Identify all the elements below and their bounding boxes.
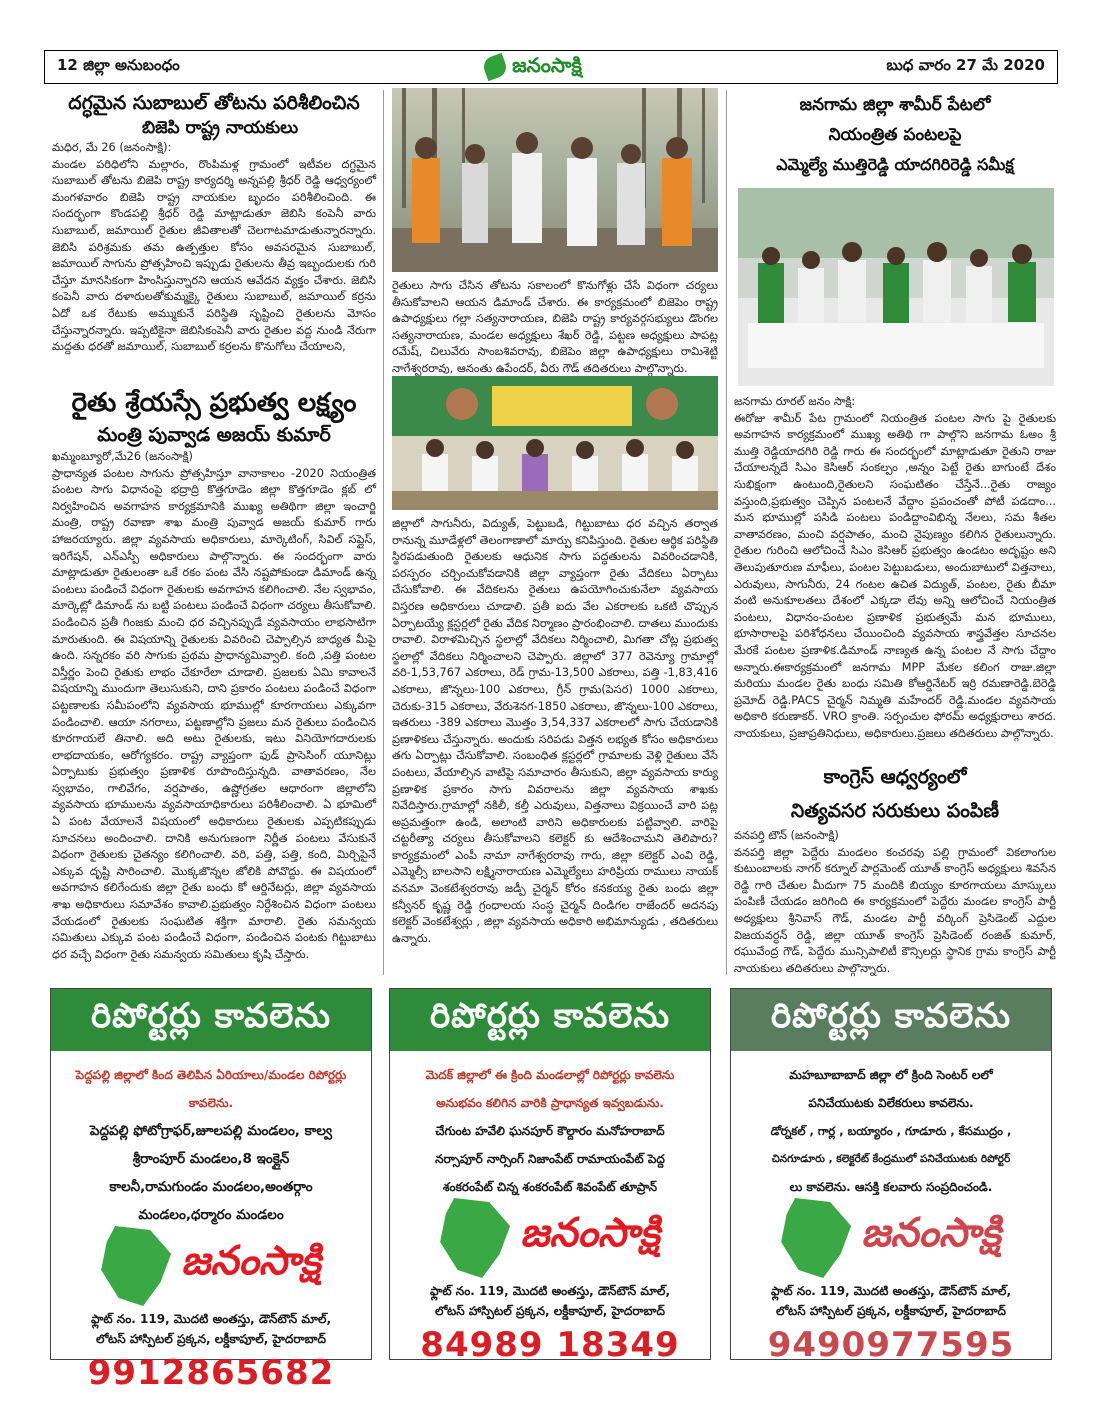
page-header bbox=[44, 50, 1058, 84]
ad-address bbox=[51, 1309, 371, 1349]
story-janagama-body bbox=[734, 394, 1056, 740]
reporters-wanted-ad-peddapalli bbox=[50, 988, 372, 1393]
ad-lines bbox=[731, 1051, 1051, 1201]
column-divider bbox=[726, 90, 727, 975]
photo-illustration bbox=[738, 188, 1054, 386]
headline: రైతు శ్రేయస్సే ప్రభుత్వ లక్ష్యం bbox=[71, 388, 357, 418]
article-body: వనపర్తి జిల్లా పెద్దేరు మండలం కంచరవు పల్లి గ్రామంలో వికలాంగుల కుటుంబాలకు నాగర్ కర్నూల్ పార్లమెంట్ యూత్ కాంగ్రెస్ అధ్యక్షులు శివసేన రెడ్డి గారి చేతుల మీదుగా 75 మందికి బియ్యం కూరగాయలు మాస్కులు పంపిణీ చేయడం జరిగింది ఈ కార్యక్రమంలో పెద్దేరు మండల కాంగ్రెస్ పార్టీ అధ్యక్షులు శ్రీనివాస్ గౌడ్, మండల పార్టీ వర్కింగ్ ప్రెసిడెంట్ ఎద్దుల విజయవర్ధన్ రెడ్డి, జిల్లా యూత్ కాంగ్రెస్ ప్రెసిడెంట్ రంజిత్ కుమార్, రఘువేంద్ర గౌడ్, పెద్దేరు మున్సిపాలిటీ కౌన్సిలర్లు స్థానిక గ్రామ కాంగ్రెస్ పార్టీ నాయకులు తదితరులు పాల్గొన్నారు. bbox=[734, 845, 1056, 975]
column-divider bbox=[383, 90, 384, 975]
telangana-map-icon bbox=[101, 1226, 171, 1306]
headline-line3: ఎమ్మెల్యే ముత్తిరెడ్డి యాదగిరిరెడ్డి సమీక్ష bbox=[776, 155, 1014, 174]
story-subabul bbox=[52, 90, 376, 373]
ad-brand: జనంసాక్షి bbox=[861, 1210, 1001, 1256]
headline: జనగామ జిల్లా శామీర్ పేటలో bbox=[799, 95, 991, 115]
photo-illustration bbox=[392, 376, 718, 510]
article-body: ఈరోజు శామీర్ పేట గ్రామంలో నియంత్రిత పంటల సాగు పై రైతులకు అవగాహన కార్యక్రమంలో ముఖ్య అతిథి గా పాల్గొని జనగామ ఓఅం శ్రీ ముత్తి రెడ్డియాదగిరి రెడ్డి గారు ఈ సందర్భంలో మాట్లాడుతూ రైతుని రాజు చేయాలన్నదే సిఎం కెసిఆర్ సంకల్పం ,అన్నం పెట్టే రైతు బాగుంటే దేశం సుభిక్షంగా ఉంటుంది,రైతులని సంఘటితం చేస్తేనే...రైతు రాజ్యం వస్తుంది,ప్రభుత్వం చెప్పిన పంటలనే వేద్దాం ప్రపంచంతో పోటీ పడదాం... మన భూముల్లో పసిడి పంటలు పండిద్దాంవిభిన్న నేలలు, సమ శీతల వాతావరణం, మంచి వర్షపాతం, మంచి నైపుణ్యం కలిగిన రైతులున్నారు. రైతుల గురించి ఆలోచించే సిఎం కెసిఆర్ ప్రభుత్వం ఉండటం అదృష్టం అని తెలుపుతూరుణ మాఫీలు, పంటల పెట్టుబడులు, అందుబాటులో విత్తనాలు, ఎరువులు, సాగునీరు, 24 గంటల ఉచిత విద్యుత్, పంటల, రైతు బీమా వంటి అనుకూలతలు దేశంలో ఎక్కడా లేవు అన్ని ఆలోచించే నియంత్రిత పంటలు, విధానం-పంటల ప్రణాళిక ప్రభుత్వమే మన భూములు, భూసారాలపై పరిశోధనలు చేయించింది వ్యవసాయ శాస్త్రవేత్తల సూచనల మేరకే పంటల ప్రణాళిక.డిమాండ్ నాణ్యత ఉన్న పంటల నే సాగు చేద్దాం అన్నారు.ఈకార్యక్రమంలో జనగామ MPP మేకల కలింగ రాజు.జిల్లా మరియు మండల రైతు బంధు సమితి కోఆర్డినేటర్ ఇర్రి రమణారెడ్డి.బెరెడ్డి ప్రమోద్ రెడ్డి.PACS చైర్మన్ నిమ్మతి మహేందర్ రెడ్డి.మండల వ్యవసాయ అధికారి కరుణాకర్. VRO క్రాంతి. సర్పంచుల ఫోరమ్ అధ్యక్షురాలు శారద. నాయకులు, ప్రజాప్రతినిధులు, అధికారులు.ప్రజలు తదితరులు పాల్గొన్నారు. bbox=[734, 411, 1056, 740]
article-body: జిల్లాలో సాగునీరు, విద్యుత్, పెట్టుబడి, గిట్టుబాటు ధర వచ్చిన తర్వాత రానున్న మూడేళ్లలో తెలంగాణాలో మార్పు కనిపిస్తుంది. రైతుల ఆర్థిక పరిస్థితి స్థిరపడుతుంది రైతులకు ఆధునిక సాగు పద్ధతులను వివరించడానికి, పరస్పరం చర్చించుకోవడానికి జిల్లా వ్యాప్తంగా రైతు వేదికలు ఏర్పాటు చేసుకోవాలి. ఈ వేదికలను రైతులు ఉపయోగించుకునేలా వ్యవసాయ విస్తరణ అధికారులు చూడాలి. ప్రతీ ఐదు వేల ఎకరాలకు ఒకటి చొప్పున ఏర్పాటయ్యే క్లస్టర్లలో రైతు వేదిక నిర్మాణం ప్రారంభించాలి. దాతలు ముందుకు రావాలి. విరాళమిచ్చిన స్థలాల్లో వేదికలు నిర్మించాలి, మిగతా చోట్ల ప్రభుత్వ స్థలాల్లో వేదికలు నిర్మించాలని చెప్పారు. జిల్లాలో 377 రెవెన్యూ గ్రామాల్లో వరి-1,53,767 ఎకరాలు, రెడ్ గ్రామ-13,500 ఎకరాలు, పత్తి -1,83,416 ఎకరాలు, జొన్నలు-100 ఎకరాలు, గ్రీన్ గ్రామ(పెసర) 1000 ఎకరాలు, చెరుకు-315 ఎకరాలు, వేరుశెనగ-1850 ఎకరాలు, జొన్నలు-100 ఎకరాలు, ఇతరులు -389 ఎకరాలు మొత్తం 3,54,337 ఎకరాలలో సాగు చేయడానికి ప్రణాళికలు చేస్తున్నారు. అందుకు సరిపడు విత్తన లభ్యత కోసం అధికారులు తగు ఏర్పాట్లు చేసుకోవాలి. సంబంధిత క్లస్టర్లలో గ్రామాలకు వెళ్లి రైతులు వేసే పంటలు, వేయాల్సిన వాటిపై సమాచారం తీసుకుని, జిల్లా వ్యవసాయ కార్యు ప్రణాళిక ప్రకారం సాగు వివరాలను జిల్లా వ్యవసాయ శాఖకు నివేదిస్తారు.గ్రామాల్లో నకిలీ, కల్తీ ఎరువులు, విత్తనాలు విక్రయించే వారి పట్ల అప్రమత్తంగా ఉండి, అలాంటి వారిని అధికారులకు పట్టివ్వాలి. వారిపై చట్టరీత్యా చర్యలు తీసుకోవాలని కలెక్టర్ కు ఆదేశించామని తెలిపారు? కార్యక్రమంలో ఎంపీ నామా నాగేశ్వరరావు గారు, జిల్లా కలెక్టర్ ఎంవి రెడ్డి, ఎమ్మెల్సీ బాలసాని లక్ష్మినారాయణ ఎమ్మెల్యేలు హరిప్రియ రాములు నాయక్ వనమా వెంకటేశ్వరరావు జడ్పీ చైర్మన్ కోరం కనకయ్య రైతు బంధు జిల్లా కన్వీనర్ కృష్ణ రెడ్డి గ్రంధాలయ సంస్థ చైర్మన్ దిండిగల రాజేందర్ అదనపు కలెక్టర్ వెంకటేశ్వర్లు , జిల్లా వ్యవసాయ అధికారి అభిమాన్యుడు , తదితరులు ఉన్నారు. bbox=[392, 517, 718, 945]
reporters-wanted-ad-medak bbox=[389, 988, 711, 1365]
ad-brand: జనంసాక్షి bbox=[520, 1210, 660, 1256]
ad-lines bbox=[390, 1051, 710, 1201]
ad-line: చినగూడూరు , కలెక్టరేట్ కేంద్రములో పనిచేయుటకు రిపోర్టర్ bbox=[771, 1153, 1011, 1165]
dateline: జనగామ రూరల్ జనం సాక్షి: bbox=[734, 395, 856, 408]
dateline: మధిర, మే 26 (జనంసాక్షి): bbox=[52, 141, 172, 154]
article-body: ప్రాధాన్యత పంటల సాగును ప్రోత్సహిస్తూ వానాకాలం -2020 నియంత్రిత పంటల సాగు విధానంపై భద్రాద్రి కొత్తగూడెం జిల్లా కొత్తగూడెం క్లబ్ లో నిర్వహించిన అవగాహన కార్యక్రమానికి ముఖ్య అతిథిగా జిల్లా ఇంచార్జి మంత్రి, రాష్ట్ర రవాణా శాఖ మంత్రి పువ్వాడ అజయ్ కుమార్ గారు హాజరయ్యారు. జిల్లా వ్యవసాయ అధికారులు, మార్కెటింగ్, సివిల్ సప్లైస్, ఇరిగేషన్, ఎన్ఎస్పీ అధికారులు పాల్గొన్నారు. ఈ సందర్భంగా వారు మాట్లాడుతూ రైతులంతా ఒకే రకం పంట వేసి నష్టపోకుండా డిమాండ్ ఉన్న పంటలు పండించే విధంగా రైతులకు అవగాహన కలిగించాలి. నేల స్వభావం, మార్కెట్లో డిమాండ్ ను బట్టి పంటలు పండించే విధంగా చర్యలు తీసుకోవాలి. పండించిన ప్రతీ గింజకు మంచి ధర వచ్చినప్పుడే వ్యవసాయం లాభసాటిగా మారుతుంది. ఈ విషయాన్ని రైతులకు వివరించి చెప్పాల్సిన బాధ్యత మీపై ఉంది. సన్నరకం వరి సాగుకు ప్రథమ ప్రాధాన్యమివ్వాలి. కంది ,పత్తి పంటల విస్తీర్ణం పెంచి రైతుకు లాభం చేకూరేలా చూడాలి. ప్రజలకు ఏమి కావాలనే విషయాన్ని ముందుగా తెలుసుకుని, దాని ప్రకారం పంటలు పండించే విధంగా పట్టణాలకు సమీపంలోని వ్యవసాయ భూముల్లో కూరగాయలు ఎక్కువగా పండించాలి. ఆయా నగరాలు, పట్టణాల్లోని ప్రజలు మన రైతులు పండించిన కూరగాయలే తినాలి. అది అటు రైతులకు, ఇటు వినియోగదారులకు లాభదాయకం, ఆరోగ్యకరం. రాష్ట్ర వ్యాప్తంగా ఫుడ్ ప్రాసెసింగ్ యూనిట్లు ఏర్పాటుకు ప్రభుత్వం ప్రణాళిక రూపొందిస్తున్నది. వాతావరణం, నేల స్వభావం, గాలివేగం, వర్షపాతం, ఉష్ణోగ్రతల ఆధారంగా జిల్లాలోని వ్యవసాయ భూములను వ్యవసాయాధికారులు పరిశీలించాలి. ఏ భూమిలో ఏ పంట వేయాలనే విషయంలో అధికారులు రైతులకు ఎప్పటికప్పుడు సూచనలు అందించాలి. దానికి అనుగుణంగా నిర్ణీత పంటలు వేసుకునే విధంగా రైతులకు చైతన్యం కలిగించాలి. వరి, పత్తి, పత్తి, కంది, మిర్చిపైనే ఎక్కువ దృష్టి సారించాలి. మొక్కజొన్నల జోలికి పోవొద్దు. ఈ విషయంలో అవగాహన కలిగేందుకు జిల్లా రైతు బంధు కో ఆర్డినేటర్లు, జిల్లా వ్యవసాయ శాఖ అధికారులు సమావేశం కావాలి.ప్రభుత్వం నిర్దేశించిన విధంగా పంటలు వేయడంలో రైతులకు సంఘటిత శక్తిగా మారాలి. రైతు సమన్వయ సమితులు ఎక్కువ పంట పండించే విధంగా, పండించిన పంటకు గిట్టుబాటు ధర వచ్చే విధంగా రైతు సమన్వయ సమితులు కృషి చేస్తారు. bbox=[52, 466, 376, 961]
story-subabul-continued bbox=[392, 278, 718, 375]
ad-line: పెద్దపల్లి జిల్లాలో కింద తెలిపిన ఏరియాలు/మండల రిపోర్టర్లు కావలెను. bbox=[75, 1068, 347, 1110]
ad-banner: రిపోర్టర్లు కావలెను bbox=[51, 989, 371, 1051]
photo-plantation-inspection bbox=[392, 88, 718, 272]
ad-address-line2: లోటస్ హాస్పిటల్ ప్రక్కన, లక్డీకాపూల్, హైదరాబాద్ bbox=[776, 1304, 1006, 1318]
ad-line: నర్సాపూర్ నార్సింగ్ నిజాంపేట్ రామాయంపేట్ పెద్ద bbox=[435, 1152, 665, 1166]
masthead-title: జనంసాక్షి bbox=[512, 52, 582, 77]
ad-address-line1: ఫ్లాట్ నం. 119, మొదటి అంతస్తు, డౌన్‌టౌన్ మాల్, bbox=[429, 1284, 671, 1298]
ad-line: మెదక్ జిల్లాలో ఈ క్రింది మండలాల్లో రిపోర్టర్లు కావలెను bbox=[425, 1068, 675, 1082]
ad-address bbox=[390, 1281, 710, 1321]
ad-line: పెద్దపల్లి ఫోటోగ్రాఫర్,జూలపల్లి మండలం, కాల్వ bbox=[89, 1123, 333, 1139]
ad-phone: 9912865682 bbox=[87, 1353, 335, 1393]
ad-address-line2: లోటస్ హాస్పిటల్ ప్రక్కన, లక్డీకాపూల్, హైదరాబాద్ bbox=[435, 1304, 665, 1318]
issue-date: బుధ వారం 27 మే 2020 bbox=[886, 56, 1045, 74]
ad-line: మహబూబాబాద్ జిల్లా లో క్రింది సెంటర్ లలో bbox=[789, 1068, 993, 1082]
headline-line2: బిజెపి రాష్ట్ర నాయకులు bbox=[142, 118, 299, 138]
ad-phone: 9490977595 bbox=[767, 1325, 1015, 1365]
photo-mla-review bbox=[738, 188, 1054, 386]
ad-logo bbox=[731, 1201, 1051, 1275]
dateline: వనపర్తి టౌన్ (జనంసాక్షి) bbox=[734, 829, 839, 842]
ad-line: చేగుంట హవేలి ఘనపూర్ కౌల్దారం మనోహరాబాద్ bbox=[435, 1124, 665, 1138]
photo-minister-meeting bbox=[392, 376, 718, 510]
ad-banner: రిపోర్టర్లు కావలెను bbox=[390, 989, 710, 1051]
telangana-map-icon bbox=[781, 1198, 851, 1278]
ad-address-line2: లోటస్ హాస్పిటల్ ప్రక్కన, లక్డీకాపూల్, హైదరాబాద్ bbox=[96, 1332, 326, 1346]
ad-line: మండలం,ధర్మారం మండలం bbox=[138, 1207, 284, 1223]
ad-brand: జనంసాక్షి bbox=[181, 1238, 321, 1284]
ad-line: అనుభవం కలిగిన వారికి ప్రాధాన్యత ఇవ్వబడును. bbox=[436, 1096, 664, 1110]
article-body: మండల పరిధిలోని మల్లారం, రొంపిమళ్ల గ్రామంలో ఇటీవల దగ్ధమైన సుబాబుల్ తోటను బిజెపి రాష్ట్ర కార్యదర్శి అన్నపల్లి శ్రీధర్ రెడ్డి ఆధ్వర్యంలో మంగళవారం బిజెపి రాష్ట్ర నాయకుల బృందం పరిశీలించింది. ఈ సందర్భంగా కొండపల్లి శ్రీధర్ రెడ్డి మాట్లాడుతూ జెబిసి కంపెనీ వారు సుబాబుల్, జమాయిల్ రైతుల జీవితాలతో చెలగాటమాడుతున్నారన్నారు. జెబిసి పరిశ్రమకు తమ ఉత్పత్తుల కోసం అవసరమైన సుబాబుల్, జమాయిల్ సాగును ప్రోత్సహించి ఇప్పుడు రైతులను తీవ్ర ఇబ్బందులకు గురి చేస్తూ మానసికంగా హింసిస్తున్నారని ఆయన ఆవేదన వ్యక్తం చేశారు. జెబిసి కంపెనీ వారు దళారులతోకుమ్మక్కై రైతులు సుబాబుల్, జమాయిల్ కర్రను ఏదో ఒక రేటుకు అమ్ముకునే పరిస్థితి సృష్టించి రైతులను మోసం చేస్తున్నారన్నారు. ఇప్పటికైనా జెబిసికంపెనీ వారు రైతుల వద్ద నుండి నేరుగా మద్దతు ధరతో జమాయిల్, సుబాబుల్ కర్రలను కొనుగోలు చేయాలని, bbox=[52, 157, 376, 354]
ad-phone: 84989 18349 bbox=[420, 1325, 680, 1365]
sub-headline: మంత్రి పువ్వాడ అజయ్ కుమార్ bbox=[97, 424, 331, 446]
masthead bbox=[484, 53, 582, 82]
headline: కాంగ్రెస్ ఆధ్వర్యంలో bbox=[823, 766, 967, 788]
leaf-icon bbox=[481, 53, 509, 81]
ad-address-line1: ఫ్లాట్ నం. 119, మొదటి అంతస్తు, డౌన్‌టౌన్ మాల్, bbox=[90, 1312, 332, 1326]
ad-line: కాలనీ,రామగుండం మండలం,అంతర్గాం bbox=[109, 1179, 313, 1195]
ad-logo bbox=[390, 1201, 710, 1275]
ad-line: డోర్నకల్ , గార్ల , బయ్యారం , గూడూరు , కేసముద్రం , bbox=[770, 1124, 1012, 1138]
ad-banner: రిపోర్టర్లు కావలెను bbox=[731, 989, 1051, 1051]
headline-line2: నియంత్రిత పంటలపై bbox=[828, 125, 962, 145]
ad-line: శ్రీరాంపూర్ మండలం,8 ఇంక్లైన్ bbox=[132, 1151, 290, 1167]
photo-illustration bbox=[392, 88, 718, 272]
reporters-wanted-ad-mahabubabad bbox=[730, 988, 1052, 1365]
story-minister bbox=[52, 385, 376, 964]
ad-line: లు కావలెను. ఆసక్తి కలవారు సంప్రదించండి. bbox=[789, 1180, 993, 1194]
story-janagama bbox=[734, 90, 1056, 180]
dateline: ఖమ్మంబ్యూరో,మే26 (జనంసాక్షి) bbox=[52, 450, 193, 463]
headline: దగ్ధమైన సుబాబుల్ తోటను పరిశీలించిన bbox=[68, 92, 360, 114]
ad-line: శంకరంపేట్ చిన్న శంకరంపేట్ శివంపేట్ తూప్రాన్ bbox=[442, 1180, 658, 1194]
ad-address-line1: ఫ్లాట్ నం. 119, మొదటి అంతస్తు, డౌన్‌టౌన్ మాల్, bbox=[770, 1284, 1012, 1298]
ad-logo bbox=[51, 1229, 371, 1303]
story-congress bbox=[734, 760, 1056, 979]
ad-address bbox=[731, 1281, 1051, 1321]
telangana-map-icon bbox=[440, 1198, 510, 1278]
article-body: రైతులు సాగు చేసిన తోటను సకాలంలో కొనుగోళ్లు చేసే విధంగా చర్యలు తీసుకోవాలని ఆయన డిమాండ్ చేశారు. ఈ కార్యక్రమంలో బిజెపెం రాష్ట్ర ఉపాధ్యక్షులు గల్లా సత్యనారాయణ, బిజెపి రాష్ట్ర కార్యవర్గసభ్యులు డొంగల సత్యనారాయణ, మండల అధ్యక్షులు శేఖర్ రెడ్డి, పట్టణ అధ్యక్షులు పాపట్ల రమేష్, చిలువేరు సాంబశివరావు, బిజెపెం జిల్లా ఉపాధ్యక్షులు రామిశెట్టి నాగేశ్వరరావు, ఆనంతు ఉపేందర్, వీరు గౌడ్ తదితరులు పాల్గొన్నారు. bbox=[392, 279, 718, 375]
ad-line: పనిచేయుటకు విలేకరులు కావలెను. bbox=[808, 1096, 974, 1110]
ad-lines bbox=[51, 1051, 371, 1229]
page-label: 12 జిల్లా అనుబంధం bbox=[57, 56, 180, 74]
headline-line2: నిత్యవసర సరుకులు పంపిణీ bbox=[790, 800, 1000, 822]
story-minister-continued bbox=[392, 516, 718, 966]
